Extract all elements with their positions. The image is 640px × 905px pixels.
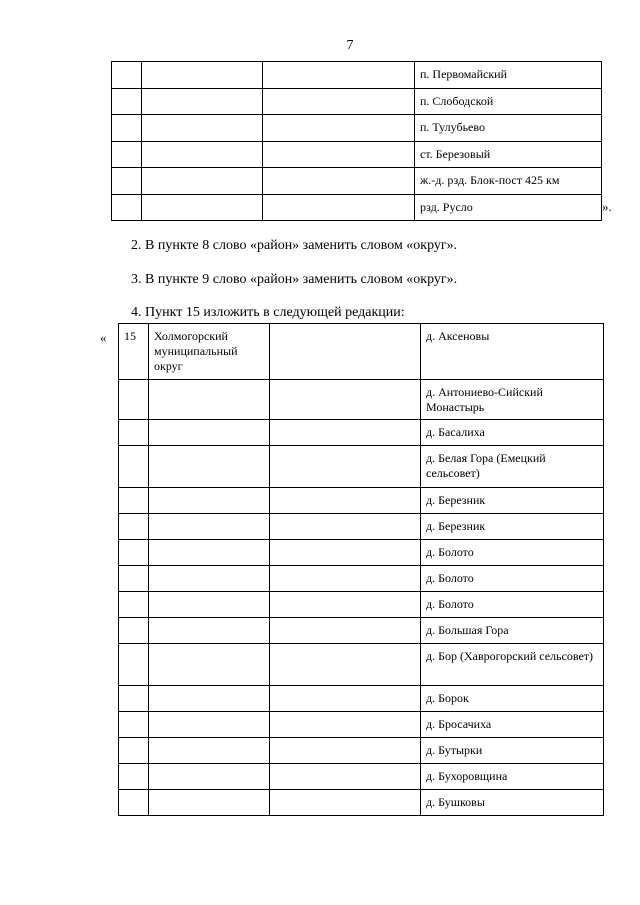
table-row <box>119 738 604 764</box>
table-row <box>119 712 604 738</box>
table-cell <box>270 420 421 446</box>
table-cell: д. Болото <box>421 566 604 592</box>
table-cell <box>149 738 270 764</box>
table-cell: д. Бросачиха <box>421 712 604 738</box>
table-cell <box>119 738 149 764</box>
table-cell: д. Березник <box>421 488 604 514</box>
table-cell: п. Тулубьево <box>415 115 602 142</box>
table-row <box>119 380 604 420</box>
table-cell <box>149 488 270 514</box>
table-cell <box>119 540 149 566</box>
table-cell <box>142 194 263 221</box>
table-row <box>119 790 604 816</box>
table-cell <box>270 592 421 618</box>
table-cell: 15 <box>119 324 149 380</box>
table-cell <box>112 194 142 221</box>
table-cell <box>119 790 149 816</box>
table-cell: д. Аксеновы <box>421 324 604 380</box>
page-number: 7 <box>346 38 354 53</box>
table-cell: д. Басалиха <box>421 420 604 446</box>
table-cell <box>119 420 149 446</box>
table-cell <box>270 738 421 764</box>
table-row <box>119 420 604 446</box>
table-cell: ст. Березовый <box>415 141 602 168</box>
table-cell: д. Болото <box>421 592 604 618</box>
table-row <box>112 194 602 221</box>
table-cell <box>263 62 415 89</box>
table-row <box>119 592 604 618</box>
table-row <box>119 618 604 644</box>
table-cell <box>149 644 270 686</box>
table-cell <box>149 686 270 712</box>
table-cell <box>119 764 149 790</box>
table-cell <box>149 566 270 592</box>
table-cell <box>119 446 149 488</box>
settlements-table-continued <box>111 61 602 221</box>
table-cell: д. Березник <box>421 514 604 540</box>
table-cell <box>149 618 270 644</box>
table-row <box>112 168 602 195</box>
table-cell <box>112 115 142 142</box>
paragraph-item-4: 4. Пункт 15 изложить в следующей редакции: <box>131 305 405 320</box>
table-cell: д. Белая Гора (Емецкий сельсовет) <box>421 446 604 488</box>
table-cell <box>112 141 142 168</box>
table-row <box>119 764 604 790</box>
table-cell: Холмогорский муниципальный округ <box>149 324 270 380</box>
table-cell <box>263 194 415 221</box>
table-cell <box>270 446 421 488</box>
table-cell: д. Борок <box>421 686 604 712</box>
table-cell <box>263 141 415 168</box>
settlements-table-item-15 <box>118 323 604 816</box>
table-cell <box>270 380 421 420</box>
table-cell <box>142 88 263 115</box>
table-cell <box>142 168 263 195</box>
table-cell: д. Большая Гора <box>421 618 604 644</box>
paragraph-item-3: 3. В пункте 9 слово «район» заменить словом «округ». <box>131 272 458 287</box>
table-cell <box>270 514 421 540</box>
table-cell <box>270 764 421 790</box>
table-row <box>119 514 604 540</box>
table-cell <box>142 115 263 142</box>
table-cell: ж.-д. рзд. Блок-пост 425 км <box>415 168 602 195</box>
table-cell <box>149 592 270 618</box>
table-cell: п. Слободской <box>415 88 602 115</box>
table-row <box>119 644 604 686</box>
table-cell <box>119 592 149 618</box>
table-cell <box>270 686 421 712</box>
table-row <box>112 115 602 142</box>
table-cell <box>270 324 421 380</box>
table-cell: д. Антониево-Сийский Монастырь <box>421 380 604 420</box>
table-cell <box>119 514 149 540</box>
table-cell: д. Бутырки <box>421 738 604 764</box>
table-cell <box>270 790 421 816</box>
table-row <box>119 686 604 712</box>
table-cell <box>149 712 270 738</box>
table-cell <box>149 446 270 488</box>
table-cell: д. Болото <box>421 540 604 566</box>
table-cell <box>149 764 270 790</box>
table-cell <box>112 62 142 89</box>
table-cell <box>263 115 415 142</box>
table-cell <box>270 566 421 592</box>
table-row <box>119 324 604 380</box>
table-cell <box>142 141 263 168</box>
table-cell: п. Первомайский <box>415 62 602 89</box>
table-cell <box>142 62 263 89</box>
table-cell <box>119 380 149 420</box>
table-cell <box>270 618 421 644</box>
table-row <box>119 446 604 488</box>
table-cell <box>119 712 149 738</box>
table-cell <box>112 88 142 115</box>
table-cell <box>149 380 270 420</box>
table-row <box>112 88 602 115</box>
table-cell <box>112 168 142 195</box>
table-cell: рзд. Русло <box>415 194 602 221</box>
table-cell: д. Бор (Хаврогорский сельсовет) <box>421 644 604 686</box>
table-cell <box>119 686 149 712</box>
paragraph-item-2: 2. В пункте 8 слово «район» заменить словом «округ». <box>131 238 458 253</box>
table-row <box>119 566 604 592</box>
table-cell <box>270 488 421 514</box>
table-cell <box>270 644 421 686</box>
table-cell <box>149 514 270 540</box>
table-cell <box>119 644 149 686</box>
table-cell <box>149 790 270 816</box>
table-row <box>119 488 604 514</box>
table-cell <box>119 566 149 592</box>
table-cell: д. Бушковы <box>421 790 604 816</box>
table-cell <box>119 618 149 644</box>
opening-quote: « <box>100 330 107 345</box>
table-cell: д. Бухоровщина <box>421 764 604 790</box>
table-row <box>112 62 602 89</box>
table-cell <box>263 168 415 195</box>
table-cell <box>119 488 149 514</box>
table-cell <box>270 540 421 566</box>
table-cell <box>270 712 421 738</box>
table-cell <box>263 88 415 115</box>
closing-quote: ». <box>602 199 612 214</box>
table-row <box>112 141 602 168</box>
table-row <box>119 540 604 566</box>
table-cell <box>149 540 270 566</box>
table-cell <box>149 420 270 446</box>
